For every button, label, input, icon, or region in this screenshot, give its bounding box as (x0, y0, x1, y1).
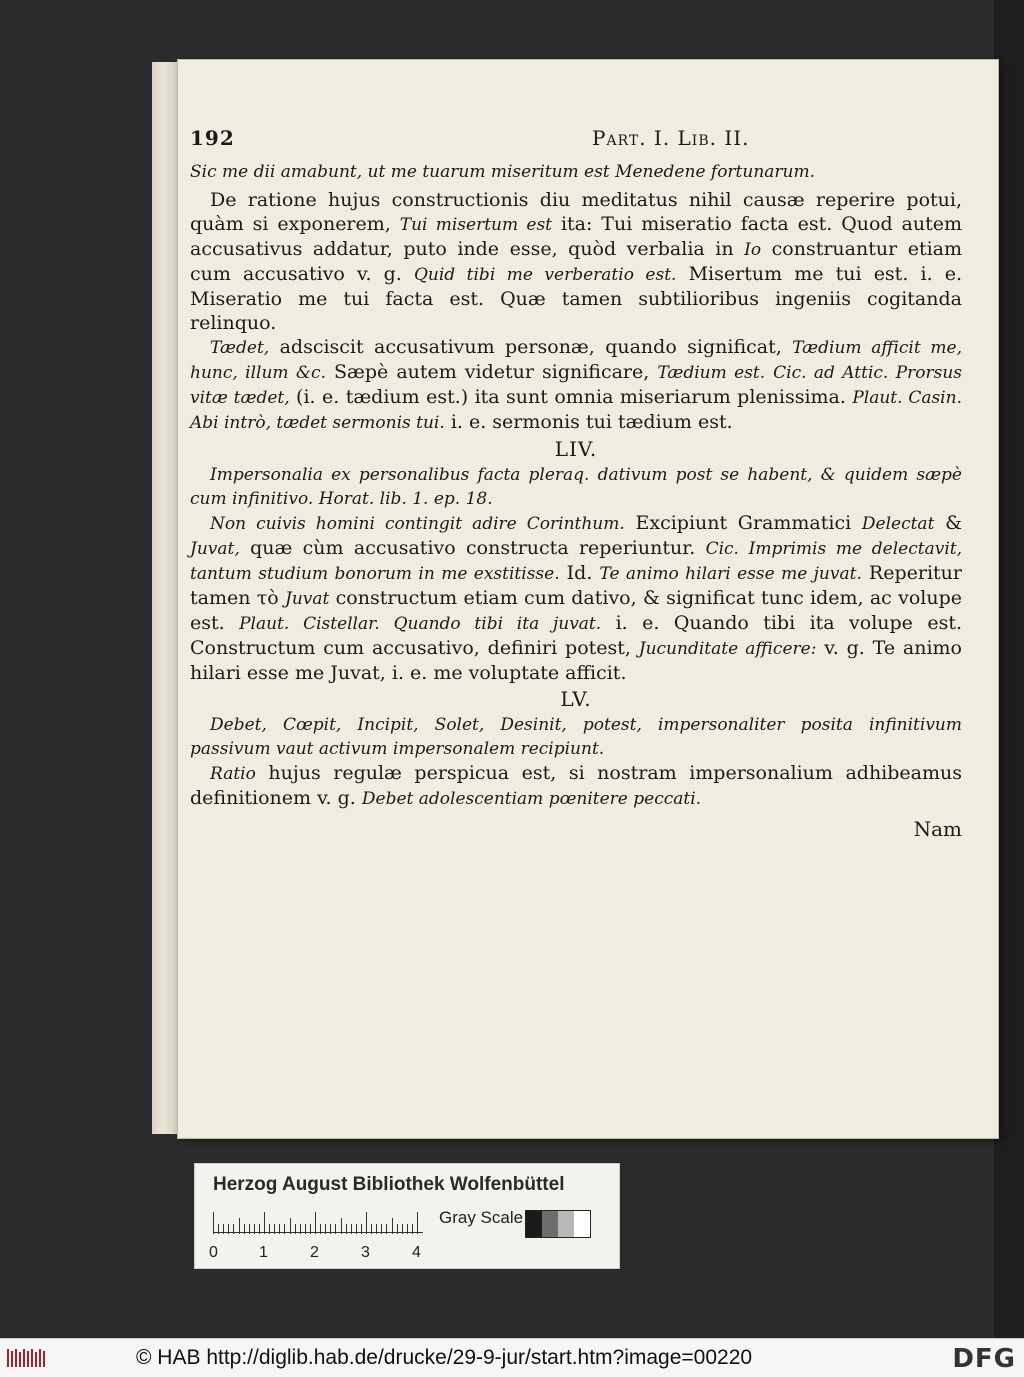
ruler-tick (249, 1224, 250, 1234)
text-span-italic: Juvat (285, 589, 330, 609)
ruler-tick (228, 1224, 229, 1234)
text-span: construantur etiam cum accusativo v. g. (190, 238, 963, 285)
text-span: i. e. Quando tibi ita volupe est. Constructum cum accusativo, definiri potest, (190, 612, 962, 659)
text-span: adsciscit accusativum personæ, quando significat, (279, 336, 782, 358)
text-span-italic: Juvat, (190, 539, 240, 559)
ruler-tick (274, 1224, 275, 1234)
gray-scale-swatch (525, 1210, 591, 1238)
ruler-tick (402, 1224, 403, 1234)
paragraph (190, 511, 962, 685)
section-heading: LIV. (554, 437, 598, 461)
text-span-italic: Plaut. Cistellar. Quando tibi ita juvat. (239, 614, 602, 634)
text-span-italic: Te animo hilari esse me juvat. (599, 564, 862, 584)
ruler-tick (356, 1224, 357, 1234)
ruler-tick (335, 1224, 336, 1234)
text-span: v. g. Te animo hilari esse me Juvat, i. e. me voluptate afficit. (190, 637, 962, 684)
ruler-tick (381, 1224, 382, 1234)
ruler-tick (295, 1224, 296, 1234)
text-span: Reperitur tamen τὸ (190, 562, 962, 609)
ruler-number: 3 (361, 1244, 370, 1261)
ruler-tick (279, 1224, 280, 1234)
book-binding-edge (152, 62, 180, 1134)
text-span-italic: Tædium est. (657, 363, 766, 383)
dfg-logo: DFG (952, 1344, 1016, 1374)
text-span-italic: Debet adolescentiam pœnitere peccati. (361, 789, 702, 809)
text-span: De ratione hujus constructionis diu meditatus nihil causæ reperire potui, quàm si exponerem, (190, 189, 962, 235)
text-span: Excipiunt Grammatici (635, 512, 852, 534)
text-span-italic: Cic. ad Attic. Prorsus vitæ tædet, (190, 363, 963, 408)
page-number: 192 (190, 126, 235, 150)
book-page (178, 60, 998, 1138)
footer-bar (0, 1338, 1024, 1377)
ruler-tick (325, 1224, 326, 1234)
text-span: i. e. sermonis tui tædium est. (450, 411, 733, 433)
ruler-tick (351, 1224, 352, 1234)
ruler-tick (290, 1218, 291, 1234)
text-span-italic: Quid tibi me verberatio est. (413, 265, 677, 285)
ruler-tick (315, 1212, 316, 1234)
paragraph (190, 188, 962, 335)
text-span-italic: Tædium afficit me, hunc, illum &c. (190, 338, 963, 383)
text-span-italic: Non cuivis homini contingit adire Corinthum. (210, 514, 625, 534)
ruler-tick (259, 1224, 260, 1234)
text-span-italic: Io (744, 240, 762, 260)
paragraph (190, 761, 962, 811)
gray-swatch-cell (542, 1211, 558, 1237)
ruler-number: 4 (412, 1244, 421, 1261)
ruler-tick (366, 1212, 367, 1234)
gray-swatch-cell (558, 1211, 574, 1237)
ruler-tick (305, 1224, 306, 1234)
section-heading: LV. (560, 687, 592, 711)
ruler-tick (284, 1224, 285, 1234)
text-span-italic: Tædet, (210, 338, 270, 358)
ruler-tick (412, 1224, 413, 1234)
page-body (190, 160, 962, 841)
ruler-tick (223, 1224, 224, 1234)
scan-background-left (0, 0, 150, 1338)
text-span: ita: Tui miseratio facta est. Quod autem accusativus addatur, puto inde esse, quòd verbalia in (190, 213, 962, 260)
catchword: Nam (913, 817, 962, 841)
text-span-italic: Cic. Imprimis me delectavit, tantum studium bonorum in me exstitisse. (190, 539, 962, 584)
ruler-tick (407, 1224, 408, 1234)
ruler-tick (330, 1224, 331, 1234)
ruler-tick (213, 1212, 214, 1234)
ruler-tick (254, 1224, 255, 1234)
ruler-tick (310, 1224, 311, 1234)
ruler-number: 2 (310, 1244, 319, 1261)
text-span-italic: Plaut. Casin. Abi intrò, tædet sermonis tui. (190, 388, 962, 433)
copyright-url[interactable]: © HAB http://diglib.hab.de/drucke/29-9-jur/start.htm?image=00220 (136, 1346, 753, 1369)
ruler-tick (239, 1218, 240, 1234)
text-span: quæ cùm accusativo constructa reperiuntur. (250, 537, 696, 559)
ruler-tick (244, 1224, 245, 1234)
hab-barcode-icon (6, 1347, 48, 1369)
ruler-scale (213, 1212, 423, 1234)
scan-background-right (994, 0, 1024, 1338)
library-scale-card (194, 1163, 620, 1269)
text-span: constructum etiam cum dativo, & significat tunc idem, ac volupe est. (190, 587, 963, 634)
text-span-italic: Delectat (861, 514, 935, 534)
ruler-numbers (209, 1244, 449, 1264)
text-span: Misertum me tui est. i. e. Miseratio me tui facta est. Quæ tamen subtilioribus ingeniis cogitanda relinquo. (190, 263, 963, 334)
text-span: & (945, 512, 963, 534)
text-span-italic: Ratio (210, 764, 256, 784)
ruler-tick (376, 1224, 377, 1234)
text-span: Sæpè autem videtur significare, (334, 361, 650, 383)
ruler-tick (346, 1224, 347, 1234)
rule-statement: Impersonalia ex personalibus facta pleraq. dativum post se habent, & quidem sæpè cum infinitivo. Horat. lib. 1. ep. 18. (190, 465, 962, 509)
ruler-tick (386, 1224, 387, 1234)
library-name: Herzog August Bibliothek Wolfenbüttel (213, 1174, 565, 1195)
ruler-number: 0 (209, 1244, 218, 1261)
ruler-tick (218, 1224, 219, 1234)
gray-swatch-cell (526, 1211, 542, 1237)
text-span: (i. e. tædium est.) ita sunt omnia miseriarum plenissima. (296, 386, 846, 408)
ruler-number: 1 (259, 1244, 268, 1261)
ruler-tick (264, 1212, 265, 1234)
text-span: hujus regulæ perspicua est, si nostram impersonalium adhibeamus definitionem v. g. (190, 762, 962, 809)
text-line: Sic me dii amabunt, ut me tuarum miseritum est Menedene fortunarum. (190, 162, 816, 182)
ruler-tick (392, 1218, 393, 1234)
ruler-tick (397, 1224, 398, 1234)
gray-scale-label: Gray Scale (439, 1208, 524, 1227)
ruler-tick (361, 1224, 362, 1234)
ruler-tick (320, 1224, 321, 1234)
ruler-tick (417, 1212, 418, 1234)
ruler-tick (371, 1224, 372, 1234)
rule-statement: Debet, Cœpit, Incipit, Solet, Desinit, potest, impersonaliter posita infinitivum passivum vaut activum impersonalem recipiunt. (190, 715, 962, 759)
text-span-italic: Tui misertum est (399, 215, 553, 235)
text-span-italic: Jucunditate afficere: (638, 639, 817, 659)
ruler-tick (233, 1224, 234, 1234)
gray-swatch-cell (574, 1211, 590, 1237)
running-head-title: Part. I. Lib. II. (592, 126, 750, 150)
text-span: Id. (566, 562, 593, 584)
ruler-tick (341, 1218, 342, 1234)
ruler-tick (269, 1224, 270, 1234)
ruler-tick (300, 1224, 301, 1234)
paragraph (190, 335, 962, 435)
